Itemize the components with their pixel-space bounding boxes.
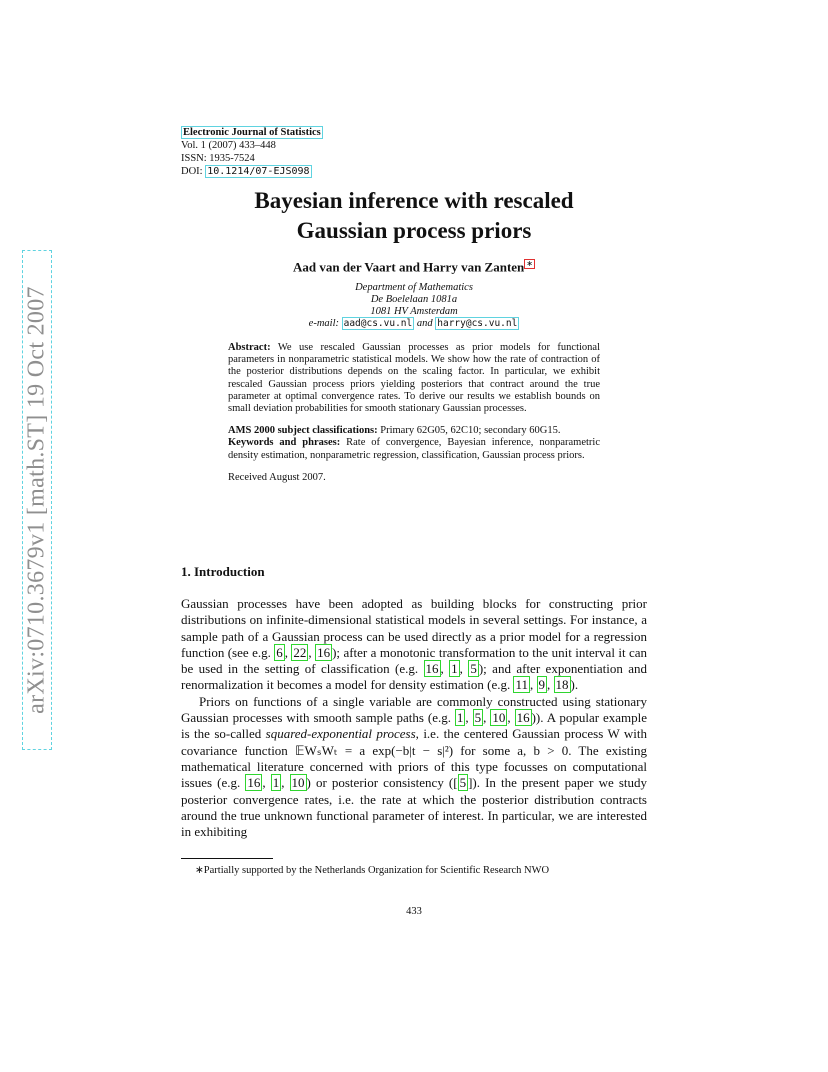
text-run: , (547, 677, 554, 693)
paragraph-2 (181, 694, 647, 841)
body-text (181, 596, 647, 840)
text-run: , i.e. the centered Gaussian process W with covariance function 𝔼WₛWₜ = a exp(−b|t − s|²) for some a, b > 0. The existing mathematical literature concerned with priors of this type focusses on computational issues (e.g. (181, 726, 647, 791)
title-line-1: Bayesian inference with rescaled (254, 188, 574, 213)
citation-link[interactable]: 10 (492, 710, 506, 726)
text-run: , (465, 710, 473, 726)
email-link-2[interactable]: harry@cs.vu.nl (437, 318, 518, 329)
text-run: ) or posterior consistency ([ (306, 775, 458, 791)
text-run: , (281, 775, 290, 791)
affil-street: De Boelelaan 1081a (370, 294, 458, 305)
email-link-1[interactable]: aad@cs.vu.nl (343, 318, 413, 329)
text-run: , (308, 644, 316, 660)
citation-link[interactable]: 16 (425, 661, 439, 677)
citation-link[interactable]: 10 (291, 775, 305, 791)
text-run: , (507, 710, 515, 726)
abstract-label: Abstract: (228, 342, 271, 353)
section-heading: 1. Introduction (181, 564, 265, 579)
received-date: Received August 2007. (228, 471, 326, 483)
paper-title (181, 186, 647, 246)
text-run: , (284, 644, 292, 660)
ams-classification (228, 425, 600, 437)
text-run: )). A popular example is the so-called (181, 710, 648, 742)
journal-issn: ISSN: 1935-7524 (181, 153, 255, 164)
citation-link[interactable]: 18 (555, 677, 569, 693)
text-run: , (262, 775, 271, 791)
citation-link[interactable]: 16 (516, 710, 530, 726)
citation-link[interactable]: 5 (459, 775, 467, 791)
text-run: ). (570, 677, 579, 693)
affiliation (181, 282, 647, 330)
keywords-label: Keywords and phrases: (228, 437, 341, 449)
citation-link[interactable]: 6 (276, 644, 283, 660)
doi-label: DOI: (181, 166, 203, 177)
citation-link[interactable]: 16 (247, 775, 261, 791)
page-number: 433 (406, 906, 422, 917)
arxiv-stamp-text: arXiv:0710.3679v1 [math.ST] 19 Oct 2007 (23, 286, 50, 714)
ams-text: Primary 62G05, 62C10; secondary 60G15. (380, 425, 561, 437)
ams-label: AMS 2000 subject classifications: (228, 425, 378, 437)
footnote: ∗Partially supported by the Netherlands Organization for Scientific Research NWO (195, 865, 550, 876)
citation-link[interactable]: 9 (538, 677, 546, 693)
author-names: Aad van der Vaart and Harry van Zanten (293, 259, 525, 275)
emphasis: squared-exponential process (265, 726, 416, 742)
citation-link[interactable]: 16 (317, 644, 331, 660)
affil-city: 1081 HV Amsterdam (370, 306, 458, 317)
authors (181, 259, 647, 275)
footnote-mark-link[interactable]: ∗ (526, 259, 533, 268)
doi-link[interactable]: 10.1214/07-EJS098 (207, 166, 310, 177)
citation-link[interactable]: 1 (456, 710, 464, 726)
text-run: , (483, 710, 491, 726)
email-and: and (416, 318, 433, 329)
title-line-2: Gaussian process priors (296, 218, 532, 243)
text-run: , (459, 661, 469, 677)
journal-volume: Vol. 1 (2007) 433–448 (181, 140, 276, 151)
text-run: ); after a monotonic transformation to the unit interval it can be used in the setting of classification (e.g. (181, 644, 648, 677)
citation-link[interactable]: 1 (451, 661, 458, 677)
text-run: , (530, 677, 537, 693)
arxiv-stamp[interactable] (22, 250, 52, 750)
citation-link[interactable]: 5 (470, 661, 477, 677)
text-run: Priors on functions of a single variable are commonly constructed using stationary Gaussian processes with smooth sample paths (e.g. (181, 693, 647, 726)
citation-link[interactable]: 5 (474, 710, 482, 726)
abstract-block (228, 342, 600, 494)
footnote-rule (181, 858, 273, 859)
citation-link[interactable]: 1 (272, 775, 280, 791)
affil-dept: Department of Mathematics (355, 282, 473, 293)
text-run: ]). In the present paper we study posterior convergence rates, i.e. the rate at which the posterior distribution contracts around the true unknown functional parameter of interest. In particular, we are interested in exhibiting (181, 775, 647, 840)
email-label: e-mail: (308, 318, 339, 329)
keywords-text: Rate of convergence, Bayesian inference, nonparametric density estimation, nonparametric regression, classification, Gaussian process priors. (228, 437, 600, 461)
text-run: Gaussian processes have been adopted as building blocks for constructing prior distributions on infinite-dimensional statistical models in several settings. For instance, a sample path of a Gaussian process can be used directly as a prior model for a regression function (see e.g. (181, 596, 647, 660)
journal-header (181, 126, 323, 178)
text-run: , (440, 661, 450, 677)
paragraph-1 (181, 596, 647, 694)
abstract (228, 342, 600, 415)
abstract-text: We use rescaled Gaussian processes as prior models for functional parameters in nonparametric statistical models. We show how the rate of contraction of the posterior distributions depends on the scaling factor. In particular, we exhibit rescaled Gaussian process priors yielding posteriors that contract around the true parameter at optimal convergence rates. To derive our results we establish bounds on small deviation probabilities for smooth stationary Gaussian processes. (228, 342, 600, 415)
citation-link[interactable]: 11 (515, 677, 529, 693)
text-run: ); and after exponentiation and renormalization it becomes a model for density estimation (e.g. (181, 661, 647, 693)
citation-link[interactable]: 22 (293, 644, 307, 660)
journal-link[interactable]: Electronic Journal of Statistics (183, 127, 321, 138)
keywords (228, 437, 600, 461)
